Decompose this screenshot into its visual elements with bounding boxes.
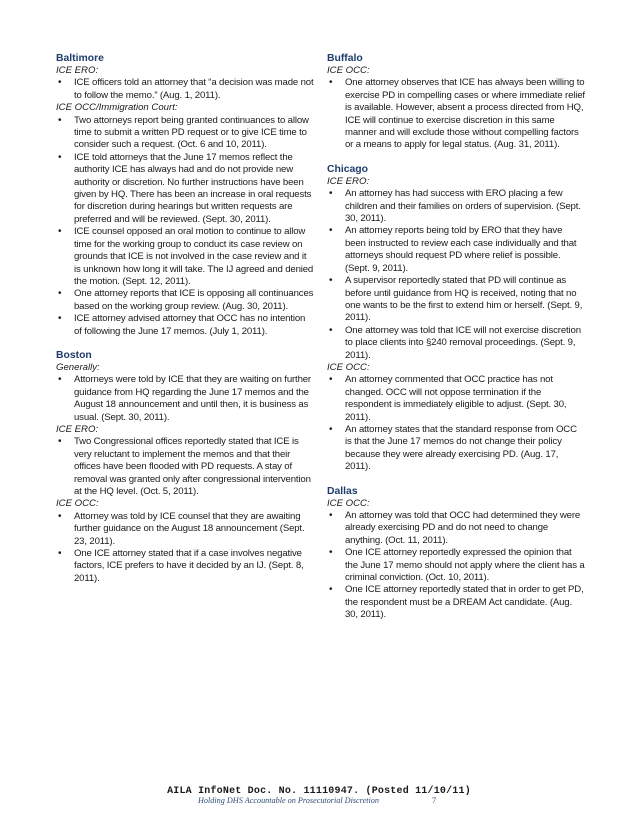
list-item: • An attorney reports being told by ERO that they have been instructed to review each case individually and that attorneys should request PD where relief is possible. (Sept. 9, 2011). — [327, 225, 585, 275]
section-label-ero: ICE ERO: — [327, 175, 370, 187]
city-heading-dallas: Dallas — [327, 485, 358, 497]
list-item: • One ICE attorney reportedly expressed the opinion that the June 17 memo should not apply where the client has a criminal conviction. (Oct. 10, 2011). — [327, 547, 585, 584]
list-item: • An attorney was told that OCC had determined they were already exercising PD and do not need to change anything. (Oct. 11, 2011). — [327, 510, 585, 547]
list-item: • ICE counsel opposed an oral motion to continue to allow time for the working group to conduct its case review on grounds that ICE is not involved in the case review and it is unknown how long it will take. The IJ agreed and denied the motion. (Sept. 12, 2011). — [56, 226, 314, 288]
section-label-occ: ICE OCC/Immigration Court: — [56, 102, 178, 114]
list-item: • One ICE attorney stated that if a case involves negative factors, ICE prefers to have it decided by an IJ. (Sept. 8, 2011). — [56, 548, 314, 585]
list-item: • ICE officers told an attorney that “a decision was made not to follow the memo.” (Aug. 1, 2011). — [56, 77, 314, 102]
bullet-list — [56, 77, 314, 102]
section-label-generally: Generally: — [56, 361, 100, 373]
section-label-ero: ICE ERO: — [56, 423, 99, 435]
bullet-list — [327, 374, 585, 473]
section-label-occ: ICE OCC: — [56, 498, 99, 510]
city-heading-buffalo: Buffalo — [327, 53, 363, 64]
city-heading-baltimore: Baltimore — [56, 53, 104, 64]
document-stamp: AILA InfoNet Doc. No. 11110947. (Posted 11/10/11) — [167, 786, 471, 797]
list-item: • One ICE attorney reportedly stated that in order to get PD, the respondent must be a DREAM Act candidate. (Aug. 30, 2011). — [327, 584, 585, 621]
list-item: • Attorney was told by ICE counsel that they are awaiting further guidance on the August 18 announcement (Sept. 23, 2011). — [56, 511, 314, 548]
bullet-list — [327, 510, 585, 622]
list-item: • One attorney was told that ICE will not exercise discretion to place clients into §240 removal proceedings. (Sept. 9, 2011). — [327, 325, 585, 362]
city-heading-chicago: Chicago — [327, 163, 368, 175]
list-item: • An attorney states that the standard response from OCC is that the June 17 memos do not change their policy because they were already exercising PD. (Aug. 17, 2011). — [327, 424, 585, 474]
list-item: • One attorney observes that ICE has always been willing to exercise PD in compelling cases or where immediate relief is available. However, absent a process directed from HQ, ICE will continue to exercise discretion in this same manner and will exclude those without compelling factors or a means to apply for legal status. (Aug. 31, 2011). — [327, 77, 585, 151]
bullet-list — [56, 374, 314, 424]
footer-title: Holding DHS Accountable on Prosecutorial Discretion — [198, 796, 379, 805]
right-column — [327, 52, 585, 622]
list-item: • A supervisor reportedly stated that PD will continue as before until guidance from HQ is received, noting that no one wants to be the first to extend him or herself. (Sept. 9, 2011). — [327, 275, 585, 325]
list-item: • ICE attorney advised attorney that OCC has no intention of following the June 17 memos. (July 1, 2011). — [56, 313, 314, 338]
section-label-occ: ICE OCC: — [327, 497, 370, 509]
left-column — [56, 52, 314, 585]
list-item: • An attorney commented that OCC practice has not changed. OCC will not oppose termination if the respondent is immediately eligible to adjust. (Sept. 30, 2011). — [327, 374, 585, 424]
bullet-list — [327, 77, 585, 151]
list-item: • ICE told attorneys that the June 17 memos reflect the authority ICE has always had and do not provide new authority or discretion. No further instructions have been given by HQ. There has been an increase in oral requests for discretion during hearings but written requests are preferred and will be reviewed. (Sept. 30, 2011). — [56, 152, 314, 226]
section-label-ero: ICE ERO: — [56, 65, 99, 76]
bullet-list — [56, 511, 314, 585]
section-label-occ: ICE OCC: — [327, 65, 370, 76]
bullet-list — [56, 115, 314, 338]
section-label-occ: ICE OCC: — [327, 361, 370, 373]
bullet-list — [56, 436, 314, 498]
list-item: • Attorneys were told by ICE that they are waiting on further guidance from HQ regarding the June 17 memos and the August 18 announcement and until then, it is business as usual. (Sept. 30, 2011). — [56, 374, 314, 424]
city-heading-boston: Boston — [56, 349, 92, 361]
list-item: • An attorney has had success with ERO placing a few children and their families on orders of supervision. (Sept. 30, 2011). — [327, 188, 585, 225]
bullet-list — [327, 188, 585, 362]
list-item: • One attorney reports that ICE is opposing all continuances based on the working group review. (Aug. 30, 2011). — [56, 288, 314, 313]
list-item: • Two Congressional offices reportedly stated that ICE is very reluctant to implement the memos and that their offices have been flooded with PD requests. A stay of removal was granted only after congressional intervention at the HQ level. (Oct. 5, 2011). — [56, 436, 314, 498]
page-number: 7 — [432, 796, 437, 805]
list-item: • Two attorneys report being granted continuances to allow time to submit a written PD request or to give ICE time to consider such a request. (Oct. 6 and 10, 2011). — [56, 115, 314, 152]
